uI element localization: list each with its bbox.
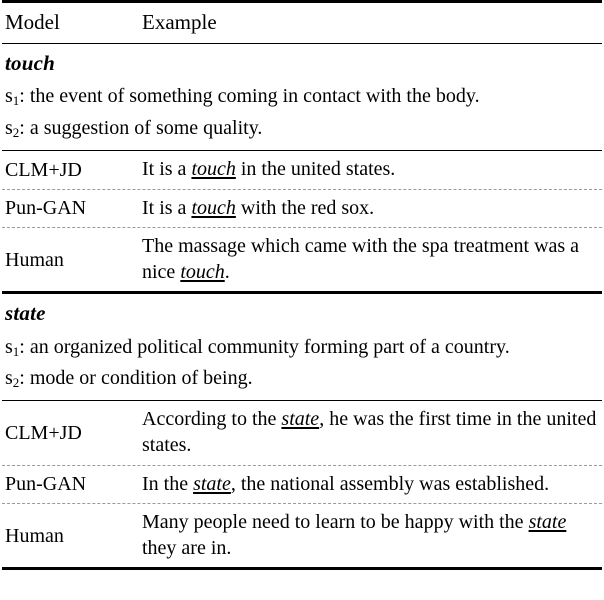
sense-gloss-text: : mode or condition of being. [19,367,253,390]
sentence-text: . [224,260,230,283]
cell-example-sentence [142,504,602,567]
sense-gloss-text: : an organized political community forming part of a country. [19,335,510,358]
sentence-text: It is a [142,196,192,219]
sense-gloss-text: : the event of something coming in contact with the body. [19,85,480,108]
cell-example-sentence [142,151,602,189]
table-bottom-rule [2,567,602,570]
sense-index: 1 [12,343,20,359]
cell-model-name: CLM+JD [5,422,82,445]
cell-model-name: CLM+JD [5,158,82,181]
table-row [2,466,602,504]
sentence-text: According to the [142,408,282,431]
sense-definition [5,79,602,110]
column-header-example: Example [142,10,217,34]
sense-gloss-text: : a suggestion of some quality. [19,116,263,139]
sentence-text: The massage which came with the spa treatment was a nice [142,235,580,283]
cell-model-name: Pun-GAN [5,473,87,496]
sense-label: $s_1$ [5,85,20,109]
cell-example-sentence [142,190,602,228]
table-row [2,190,602,228]
sentence-text: they are in. [142,536,232,559]
sense-label: $s_2$ [5,367,20,391]
table-row [2,151,602,189]
pun-word-highlight: state [281,408,320,431]
table-row [2,401,602,464]
pun-word-highlight: touch [191,196,236,219]
pun-word-highlight: state [528,511,567,534]
column-header-model: Model [5,10,60,34]
cell-model-name: Human [5,248,64,271]
table-row [2,504,602,567]
sentence-text: with the red sox. [235,196,375,219]
sense-index: 1 [12,93,20,109]
cell-model-name: Human [5,524,64,547]
sentence-text: It is a [142,158,192,181]
cell-example-sentence [142,228,602,291]
sense-label: $s_1$ [5,335,20,359]
pun-word-highlight: touch [180,260,225,283]
table-row [2,228,602,291]
sentence-text: Many people need to learn to be happy with the [142,511,529,534]
sense-index: 2 [12,124,20,140]
table-sections [2,44,602,567]
pun-word-heading: state [5,301,46,326]
table-header-row [2,3,602,43]
sense-definition [5,361,602,392]
sentence-text: in the united states. [235,158,396,181]
pun-word-highlight: touch [191,158,236,181]
sense-index: 2 [12,375,20,391]
sentence-text: , the national assembly was established. [230,472,550,495]
pun-word-highlight: state [193,472,231,495]
cell-example-sentence [142,466,602,504]
sense-block [2,294,602,400]
sense-label: $s_2$ [5,116,20,140]
sense-definition [5,330,602,361]
sense-block [2,44,602,150]
sentence-text: , he was the first time in the united states. [142,408,597,457]
sentence-text: In the [142,472,194,495]
pun-word-heading: touch [5,51,56,75]
cell-example-sentence [142,401,602,464]
sense-definition [5,111,602,142]
cell-model-name: Pun-GAN [5,197,87,220]
